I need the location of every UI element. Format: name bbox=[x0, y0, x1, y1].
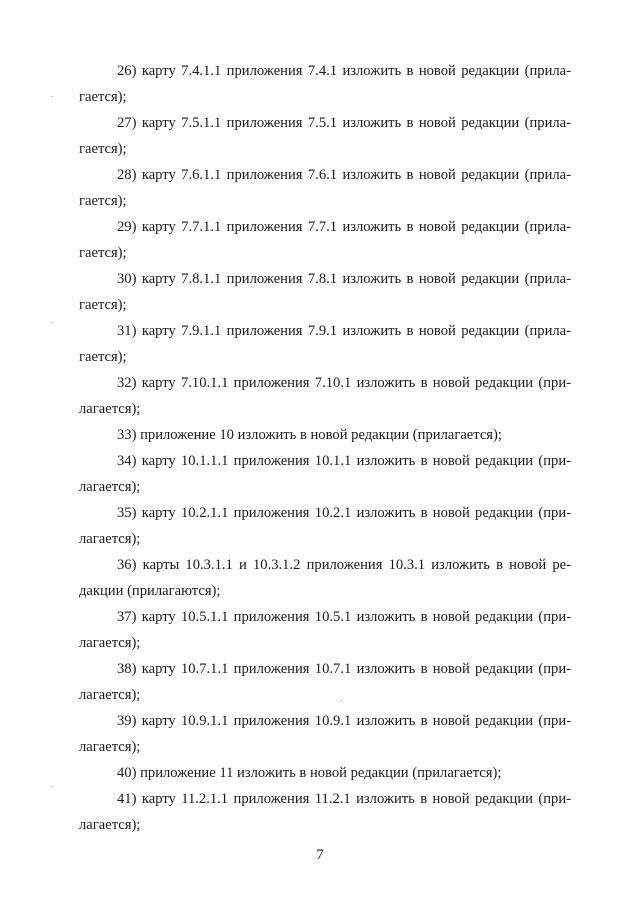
list-item-32 bbox=[79, 370, 571, 422]
list-item-first-line: 32) карту 7.10.1.1 приложения 7.10.1 изложить в новой редакции (при- bbox=[117, 375, 571, 391]
list-item-continuation: гается); bbox=[79, 297, 127, 313]
list-item-first-line: 36) карты 10.3.1.1 и 10.3.1.2 приложения 10.3.1 изложить в новой ре- bbox=[117, 557, 571, 573]
list-item-first-line: 38) карту 10.7.1.1 приложения 10.7.1 изложить в новой редакции (при- bbox=[117, 661, 571, 677]
list-item-first-line: 28) карту 7.6.1.1 приложения 7.6.1 изложить в новой редакции (прила- bbox=[117, 167, 571, 183]
list-item-continuation: лагается); bbox=[79, 401, 141, 417]
list-item-28 bbox=[79, 162, 571, 214]
list-item-first-line: 26) карту 7.4.1.1 приложения 7.4.1 изложить в новой редакции (прила- bbox=[117, 63, 571, 79]
list-item-continuation: лагается); bbox=[79, 635, 141, 651]
amendment-list bbox=[79, 58, 571, 838]
list-item-40 bbox=[79, 760, 571, 786]
scan-speck bbox=[51, 96, 53, 97]
list-item-29 bbox=[79, 214, 571, 266]
list-item-36 bbox=[79, 552, 571, 604]
list-item-continuation: гается); bbox=[79, 245, 127, 261]
scan-speck bbox=[51, 786, 53, 787]
list-item-continuation: лагается); bbox=[79, 687, 141, 703]
list-item-continuation: гается); bbox=[79, 349, 127, 365]
scan-speck bbox=[51, 322, 53, 323]
list-item-continuation: гается); bbox=[79, 89, 127, 105]
list-item-35 bbox=[79, 500, 571, 552]
list-item-continuation: дакции (прилагаются); bbox=[79, 583, 221, 599]
list-item-first-line: 39) карту 10.9.1.1 приложения 10.9.1 изложить в новой редакции (при- bbox=[117, 713, 571, 729]
list-item-first-line: 37) карту 10.5.1.1 приложения 10.5.1 изложить в новой редакции (при- bbox=[117, 609, 571, 625]
list-item-30 bbox=[79, 266, 571, 318]
list-item-first-line: 30) карту 7.8.1.1 приложения 7.8.1 изложить в новой редакции (прила- bbox=[117, 271, 571, 287]
page-number: 7 bbox=[316, 847, 324, 863]
list-item-first-line: 33) приложение 10 изложить в новой редакции (прилагается); bbox=[117, 427, 502, 443]
list-item-continuation: лагается); bbox=[79, 739, 141, 755]
list-item-38 bbox=[79, 656, 571, 708]
list-item-first-line: 41) карту 11.2.1.1 приложения 11.2.1 изложить в новой редакции (при- bbox=[117, 791, 571, 807]
list-item-41 bbox=[79, 786, 571, 838]
list-item-26 bbox=[79, 58, 571, 110]
list-item-27 bbox=[79, 110, 571, 162]
list-item-continuation: гается); bbox=[79, 141, 127, 157]
list-item-continuation: лагается); bbox=[79, 479, 141, 495]
scan-speck bbox=[340, 700, 342, 701]
list-item-continuation: лагается); bbox=[79, 531, 141, 547]
list-item-first-line: 40) приложение 11 изложить в новой редакции (прилагается); bbox=[117, 765, 502, 781]
list-item-first-line: 35) карту 10.2.1.1 приложения 10.2.1 изложить в новой редакции (при- bbox=[117, 505, 571, 521]
list-item-37 bbox=[79, 604, 571, 656]
list-item-continuation: гается); bbox=[79, 193, 127, 209]
list-item-first-line: 29) карту 7.7.1.1 приложения 7.7.1 изложить в новой редакции (прила- bbox=[117, 219, 571, 235]
list-item-continuation: лагается); bbox=[79, 817, 141, 833]
list-item-34 bbox=[79, 448, 571, 500]
list-item-33 bbox=[79, 422, 571, 448]
list-item-first-line: 34) карту 10.1.1.1 приложения 10.1.1 изложить в новой редакции (при- bbox=[117, 453, 571, 469]
list-item-first-line: 31) карту 7.9.1.1 приложения 7.9.1 изложить в новой редакции (прила- bbox=[117, 323, 571, 339]
list-item-first-line: 27) карту 7.5.1.1 приложения 7.5.1 изложить в новой редакции (прила- bbox=[117, 115, 571, 131]
list-item-31 bbox=[79, 318, 571, 370]
list-item-39 bbox=[79, 708, 571, 760]
